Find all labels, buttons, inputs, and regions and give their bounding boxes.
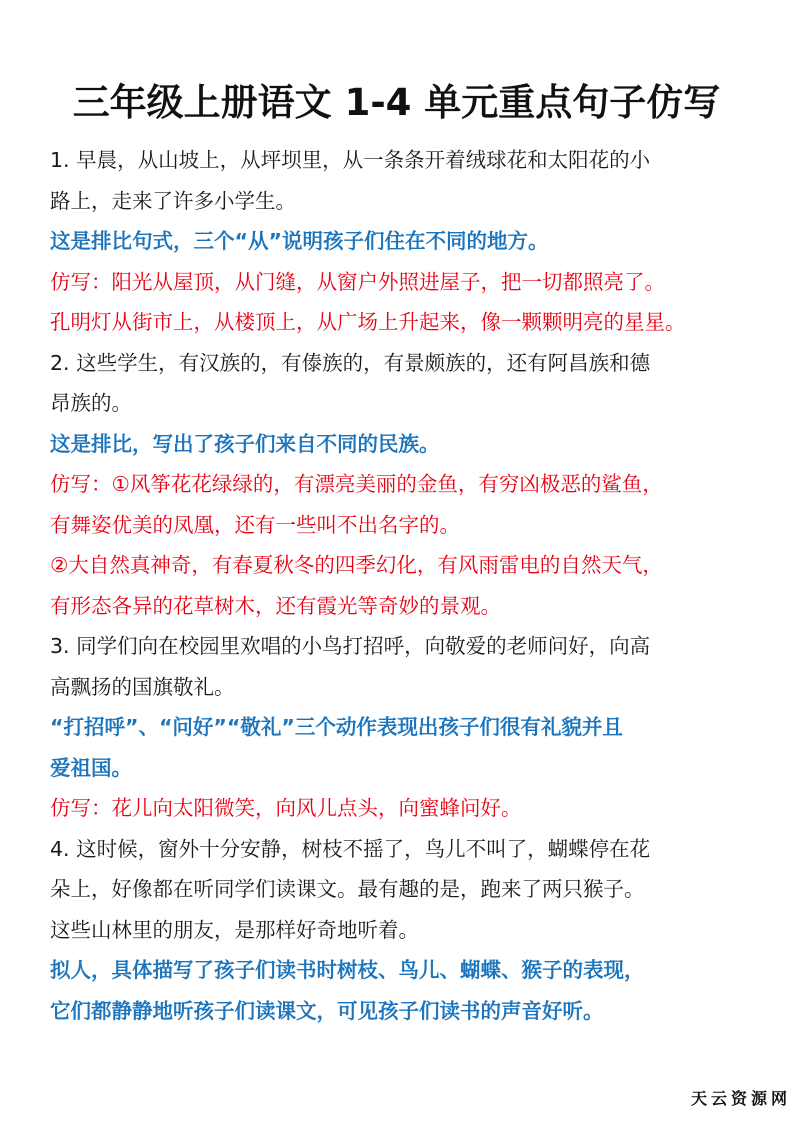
imitation-line: 有形态各异的花草树木，还有霞光等奇妙的景观。: [50, 593, 501, 618]
original-sentence-line: 1. 早晨，从山坡上，从坪坝里，从一条条开着绒球花和太阳花的小: [50, 148, 651, 172]
imitation-line: 孔明灯从街市上，从楼顶上，从广场上升起来，像一颗颗明亮的星星。: [50, 310, 686, 334]
watermark: 天云资源网: [690, 1089, 791, 1108]
imitation-line: 仿写：①风筝花花绿绿的，有漂亮美丽的金鱼，有穷凶极恶的鲨鱼，: [50, 472, 663, 496]
page-title: 三年级上册语文 1-4 单元重点句子仿写: [72, 81, 721, 124]
sentence-list: [50, 140, 755, 1031]
imitation-line: ②大自然真神奇，有春夏秋冬的四季幻化，有风雨雷电的自然天气，: [50, 553, 663, 577]
analysis-line: 拟人，具体描写了孩子们读书时树枝、鸟儿、蝴蝶、猴子的表现，: [50, 958, 645, 982]
imitation-line: 仿写：阳光从屋顶，从门缝，从窗户外照进屋子，把一切都照亮了。: [50, 269, 665, 294]
imitation-line: 仿写：花儿向太阳微笑，向风儿点头，向蜜蜂问好。: [50, 796, 522, 820]
analysis-line: 它们都静静地听孩子们读课文，可见孩子们读书的声音好听。: [50, 998, 604, 1023]
original-sentence-line: 昂族的。: [50, 391, 132, 415]
original-sentence-line: 高飘扬的国旗敬礼。: [50, 674, 235, 699]
analysis-line: “打招呼”、“问好”“敬礼”三个动作表现出孩子们很有礼貌并且: [50, 715, 623, 739]
analysis-line: 这是排比，写出了孩子们来自不同的民族。: [50, 431, 440, 456]
analysis-line: 这是排比句式，三个“从”说明孩子们住在不同的地方。: [50, 229, 549, 253]
original-sentence-line: 2. 这些学生，有汉族的，有傣族的，有景颇族的，还有阿昌族和德: [50, 350, 651, 375]
original-sentence-line: 3. 同学们向在校园里欢唱的小鸟打招呼，向敬爱的老师问好，向高: [50, 634, 651, 658]
original-sentence-line: 这些山林里的朋友，是那样好奇地听着。: [50, 917, 419, 942]
imitation-line: 有舞姿优美的凤凰，还有一些叫不出名字的。: [50, 512, 460, 537]
original-sentence-line: 路上，走来了许多小学生。: [50, 188, 296, 213]
original-sentence-line: 朵上，好像都在听同学们读课文。最有趣的是，跑来了两只猴子。: [50, 877, 645, 901]
original-sentence-line: 4. 这时候，窗外十分安静，树枝不摇了，鸟儿不叫了，蝴蝶停在花: [50, 836, 651, 861]
analysis-line: 爱祖国。: [50, 755, 132, 780]
